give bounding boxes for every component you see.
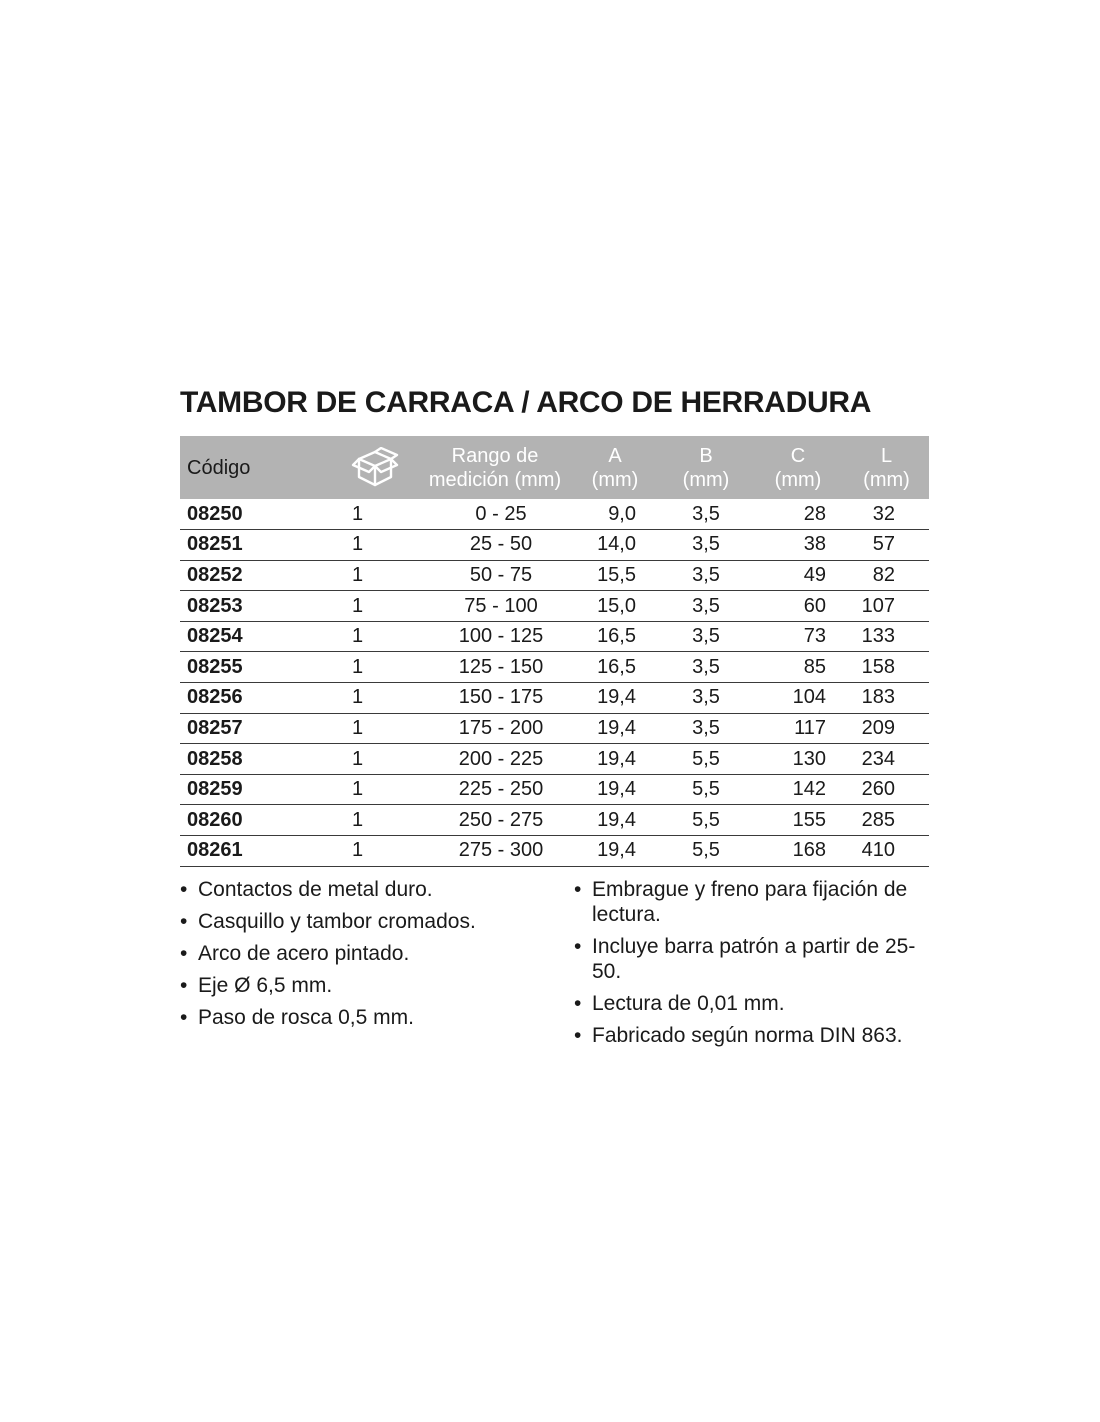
cell-qty: 1	[352, 839, 364, 862]
cell-c: 38	[803, 533, 826, 556]
cell-a: 15,5	[597, 563, 636, 586]
table-row	[180, 652, 929, 683]
cell-qty: 1	[352, 747, 364, 770]
table-row	[180, 836, 929, 867]
cell-b: 3,5	[692, 625, 720, 648]
cell-qty: 1	[352, 563, 364, 586]
cell-range: 250 - 275	[458, 808, 544, 831]
header-l-line1: L	[880, 444, 893, 467]
cell-l: 158	[861, 655, 895, 678]
cell-l: 410	[861, 839, 895, 862]
cell-range: 25 - 50	[469, 533, 533, 556]
header-range	[420, 436, 570, 499]
table-row	[180, 499, 929, 530]
cell-a: 19,4	[597, 747, 636, 770]
product-sheet	[180, 386, 929, 1055]
cell-c: 155	[792, 808, 826, 831]
cell-code: 08250	[187, 502, 243, 525]
list-item: • Contactos de metal duro.	[180, 877, 574, 902]
table-row	[180, 621, 929, 652]
cell-b: 3,5	[692, 563, 720, 586]
header-b	[660, 436, 752, 499]
cell-c: 142	[792, 778, 826, 801]
cell-c: 60	[803, 594, 826, 617]
cell-range: 275 - 300	[458, 839, 544, 862]
header-b-line2: (mm)	[682, 468, 730, 491]
cell-range: 0 - 25	[475, 502, 527, 525]
cell-b: 5,5	[692, 808, 720, 831]
table-row	[180, 744, 929, 775]
cell-code: 08257	[187, 716, 243, 739]
cell-qty: 1	[352, 808, 364, 831]
header-range-line2: medición (mm)	[428, 468, 562, 491]
cell-b: 3,5	[692, 502, 720, 525]
cell-c: 73	[803, 625, 826, 648]
cell-b: 3,5	[692, 533, 720, 556]
cell-c: 28	[803, 502, 826, 525]
header-c	[752, 436, 844, 499]
header-l-line2: (mm)	[863, 468, 910, 491]
cell-code: 08260	[187, 808, 243, 831]
cell-a: 16,5	[597, 625, 636, 648]
cell-l: 82	[872, 563, 895, 586]
cell-qty: 1	[352, 625, 364, 648]
header-a	[570, 436, 660, 499]
cell-qty: 1	[352, 594, 364, 617]
cell-qty: 1	[352, 716, 364, 739]
cell-a: 19,4	[597, 686, 636, 709]
page-title: TAMBOR DE CARRACA / ARCO DE HERRADURA	[180, 386, 872, 419]
cell-c: 85	[803, 655, 826, 678]
cell-qty: 1	[352, 655, 364, 678]
header-code: Código	[187, 456, 251, 479]
cell-qty: 1	[352, 533, 364, 556]
cell-a: 14,0	[597, 533, 636, 556]
cell-code: 08261	[187, 839, 243, 862]
cell-l: 260	[861, 778, 895, 801]
cell-code: 08258	[187, 747, 243, 770]
list-item: • Lectura de 0,01 mm.	[574, 991, 929, 1016]
cell-range: 125 - 150	[458, 655, 544, 678]
header-a-line1: A	[608, 444, 622, 467]
cell-l: 57	[872, 533, 895, 556]
cell-range: 225 - 250	[458, 778, 544, 801]
cell-a: 19,4	[597, 808, 636, 831]
cell-l: 107	[861, 594, 895, 617]
list-item: • Arco de acero pintado.	[180, 941, 574, 966]
cell-b: 3,5	[692, 655, 720, 678]
cell-b: 5,5	[692, 778, 720, 801]
cell-qty: 1	[352, 686, 364, 709]
list-item: • Eje Ø 6,5 mm.	[180, 973, 574, 998]
table-row	[180, 591, 929, 622]
cell-c: 49	[803, 563, 826, 586]
header-l	[844, 436, 929, 499]
table-row	[180, 805, 929, 836]
cell-range: 100 - 125	[458, 625, 544, 648]
cell-range: 50 - 75	[469, 563, 533, 586]
cell-b: 5,5	[692, 747, 720, 770]
cell-range: 75 - 100	[464, 594, 538, 617]
header-c-line2: (mm)	[774, 468, 822, 491]
cell-code: 08256	[187, 686, 243, 709]
cell-b: 3,5	[692, 716, 720, 739]
cell-b: 3,5	[692, 594, 720, 617]
cell-a: 16,5	[597, 655, 636, 678]
list-item: • Embrague y freno para fijación de lectura.	[574, 877, 929, 927]
cell-range: 175 - 200	[458, 716, 544, 739]
cell-a: 15,0	[597, 594, 636, 617]
cell-c: 130	[792, 747, 826, 770]
box-icon	[330, 436, 420, 499]
cell-c: 168	[792, 839, 826, 862]
feature-list-left	[180, 877, 574, 1055]
table-row	[180, 530, 929, 561]
table-row	[180, 683, 929, 714]
cell-b: 3,5	[692, 686, 720, 709]
header-a-line2: (mm)	[591, 468, 639, 491]
cell-l: 133	[861, 625, 895, 648]
list-item: • Fabricado según norma DIN 863.	[574, 1023, 929, 1048]
header-b-line1: B	[699, 444, 713, 467]
cell-code: 08253	[187, 594, 243, 617]
cell-l: 285	[861, 808, 895, 831]
cell-qty: 1	[352, 502, 364, 525]
list-item: • Incluye barra patrón a partir de 25-50.	[574, 934, 929, 984]
cell-c: 104	[792, 686, 826, 709]
cell-c: 117	[794, 716, 826, 739]
cell-a: 19,4	[597, 778, 636, 801]
cell-l: 209	[861, 716, 895, 739]
cell-b: 5,5	[692, 839, 720, 862]
cell-code: 08254	[187, 625, 243, 648]
cell-qty: 1	[352, 778, 364, 801]
table-header-row	[180, 436, 929, 499]
table-row	[180, 713, 929, 744]
list-item: • Paso de rosca 0,5 mm.	[180, 1005, 574, 1030]
cell-l: 183	[861, 686, 895, 709]
cell-l: 32	[872, 502, 895, 525]
cell-code: 08255	[187, 655, 243, 678]
cell-code: 08251	[187, 533, 243, 556]
header-c-line1: C	[790, 444, 806, 467]
list-item: • Casquillo y tambor cromados.	[180, 909, 574, 934]
cell-a: 19,4	[597, 839, 636, 862]
cell-range: 150 - 175	[458, 686, 544, 709]
header-range-line1: Rango de	[451, 444, 539, 467]
cell-a: 9,0	[608, 502, 636, 525]
table-row	[180, 774, 929, 805]
cell-code: 08259	[187, 778, 243, 801]
cell-l: 234	[861, 747, 895, 770]
feature-notes	[180, 877, 929, 1055]
cell-code: 08252	[187, 563, 243, 586]
spec-table	[180, 436, 929, 867]
cell-a: 19,4	[597, 716, 636, 739]
table-row	[180, 560, 929, 591]
feature-list-right	[574, 877, 929, 1055]
cell-range: 200 - 225	[458, 747, 544, 770]
